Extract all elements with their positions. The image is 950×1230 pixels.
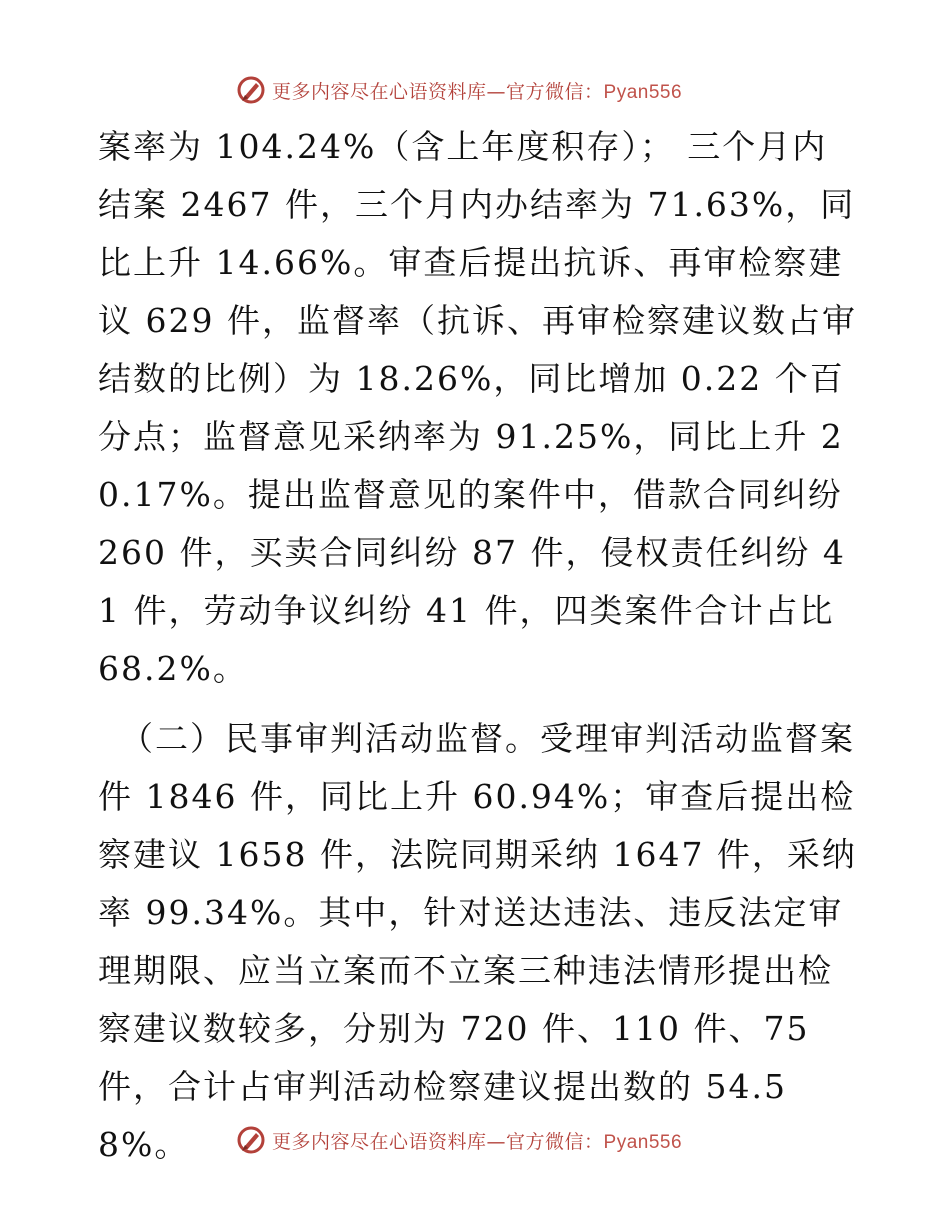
watermark-footer: [236, 1122, 756, 1158]
watermark-contact-label: 官方微信：: [506, 80, 604, 103]
watermark-main-text: 更多内容尽在心语资料库: [272, 1130, 487, 1153]
watermark-text: [272, 1127, 682, 1154]
watermark-contact-id: Pyan556: [603, 1131, 683, 1153]
watermark-text: [272, 77, 682, 104]
watermark-separator: —: [486, 80, 507, 103]
watermark-separator: —: [486, 1130, 507, 1153]
watermark-main-text: 更多内容尽在心语资料库: [272, 80, 487, 103]
watermark-contact-label: 官方微信：: [506, 1130, 604, 1153]
watermark-header: [236, 72, 756, 108]
pen-circle-logo-icon: [236, 1125, 266, 1155]
pen-circle-logo-icon: [236, 75, 266, 105]
watermark-contact-id: Pyan556: [603, 81, 683, 103]
paragraph-continuation: 案率为 104.24%（含上年度积存）； 三个月内结案 2467 件，三个月内办结率为 71.63%，同比上升 14.66%。审查后提出抗诉、再审检察建议 629 件，监督率（抗诉、再审检察建议数占审结数的比例）为 18.26%，同比增加 0.22 个百分点；监督意见采纳率为 91.25%，同比上升 20.17%。提出监督意见的案件中，借款合同纠纷 260 件，买卖合同纠纷 87 件，侵权责任纠纷 41 件，劳动争议纠纷 41 件，四类案件合计占比 68.2%。: [98, 127, 857, 688]
paragraph-civil-trial-supervision: （二）民事审判活动监督。受理审判活动监督案件 1846 件，同比上升 60.94%；审查后提出检察建议 1658 件，法院同期采纳 1647 件，采纳率 99.34%。其中，针对送达违法、违反法定审理期限、应当立案而不立案三种违法情形提出检察建议数较多，分别为 720 件、110 件、75 件，合计占审判活动检察建议提出数的 54.58%。: [98, 719, 857, 1164]
document-body: [98, 118, 858, 1174]
